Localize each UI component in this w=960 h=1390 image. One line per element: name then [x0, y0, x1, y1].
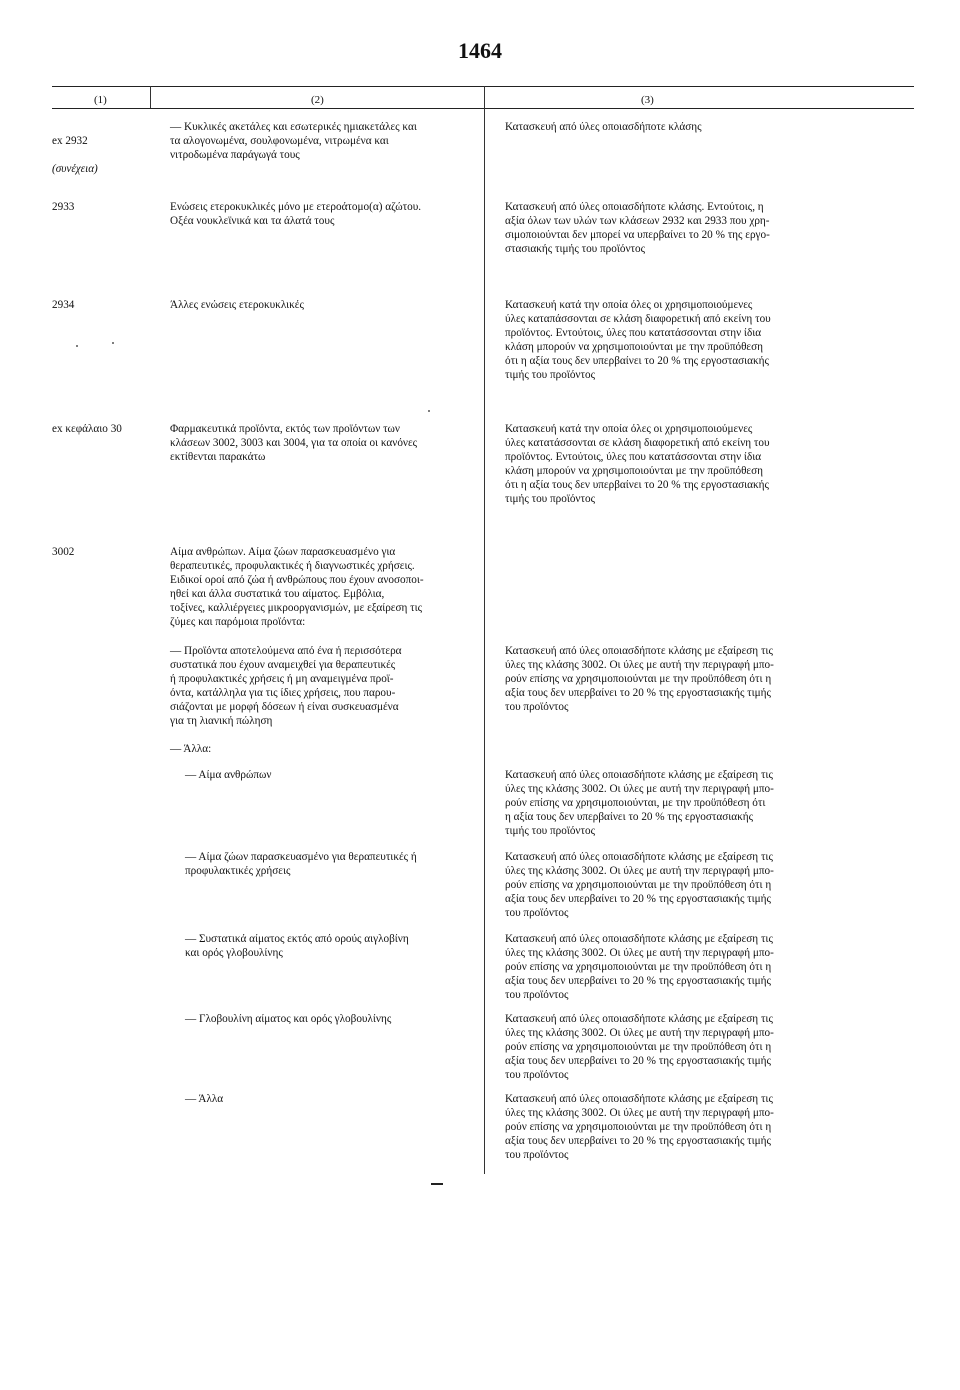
row-code: 2934 [52, 299, 75, 311]
subitem-description: — Γλοβουλίνη αίματος και ορός γλοβουλίνης [185, 1013, 392, 1025]
subitem-description: — Προϊόντα αποτελούμενα από ένα ή περισσότερα συστατικά που έχουν αναμειχθεί για θεραπευτικές ή προφυλακτικές χρήσεις ή μη αναμειγμένα προϊ- όντα, κατάλληλα για τις ίδιες χρήσεις, που παρου- σιάζονται με μορφή δόσεων ή είναι συσκευασμένα για τη λιανική πώληση [170, 645, 402, 727]
row-code-continued: (συνέχεια) [52, 163, 98, 175]
subitem-description: — Άλλα [185, 1093, 224, 1105]
row-description: Ενώσεις ετεροκυκλικές μόνο με ετεροάτομο(α) αζώτου. Οξέα νουκλεϊνικά και τα άλατά τους [170, 201, 422, 227]
column-divider-2 [484, 86, 485, 1174]
row-rule: Κατασκευή κατά την οποία όλες οι χρησιμοποιούμενες ύλες κατατάσσονται σε κλάση διαφορετική από εκείνη του προϊόντος. Εντούτοις, ύλες που κατατάσσονται στην ίδια κλάση μπορούν να χρησιμοποιούνται με την προϋπόθεση ότι η αξία τους δεν υπερβαίνει το 20 % της εργοστασιακής τιμής του προϊόντος [505, 423, 770, 505]
subitem-description: — Αίμα ανθρώπων [185, 769, 272, 781]
row-rule: Κατασκευή κατά την οποία όλες οι χρησιμοποιούμενες ύλες καταπάσσονται σε κλάση διαφορετική από εκείνη του προϊόντος. Εντούτοις, ύλες που κατατάσσονται στην ίδια κλάση μπορούν να χρησιμοποιούνται με την προϋπόθεση ότι η αξία τους δεν υπερβαίνει το 20 % της εργοστασιακής τιμής του προϊόντος [505, 299, 771, 381]
subitem-rule: Κατασκευή από ύλες οποιασδήποτε κλάσης με εξαίρεση τις ύλες της κλάσης 3002. Οι ύλες με αυτή την περιγραφή μπο- ρούν επίσης να χρησιμοποιούνται, με την προϋπόθεση ότι η αξία τους δεν υπερβαίνει το 20 % της εργοστασιακής τιμής του προϊόντος [505, 769, 774, 837]
subitem-rule: Κατασκευή από ύλες οποιασδήποτε κλάσης με εξαίρεση τις ύλες της κλάσης 3002. Οι ύλες με αυτή την περιγραφή μπο- ρούν επίσης να χρησιμοποιούνται με την προϋπόθεση ότι η αξία τους δεν υπερβαίνει το 20 % της εργοστασιακής τιμής του προϊόντος [505, 933, 774, 1001]
row-code: 2933 [52, 201, 75, 213]
column-divider-1 [150, 86, 151, 108]
row-rule: Κατασκευή από ύλες οποιασδήποτε κλάσης. Εντούτοις, η αξία όλων των υλών των κλάσεων 2932 και 2933 που χρη- σιμοποιούνται δεν μπορεί να υπερβαίνει το 20 % της εργο- στασιακής τιμής του προϊόντος [505, 201, 770, 255]
row-description: Φαρμακευτικά προϊόντα, εκτός των προϊόντων των κλάσεων 3002, 3003 και 3004, για τα οποία οι κανόνες εκτίθενται παρακάτω [170, 423, 418, 463]
subitem-rule: Κατασκευή από ύλες οποιασδήποτε κλάσης με εξαίρεση τις ύλες της κλάσης 3002. Οι ύλες με αυτή την περιγραφή μπο- ρούν επίσης να χρησιμοποιούνται με την προϋπόθεση ότι η αξία τους δεν υπερβαίνει το 20 % της εργοστασιακής τιμής του προϊόντος [505, 1093, 774, 1161]
row-rule: Κατασκευή από ύλες οποιασδήποτε κλάσης [505, 121, 702, 133]
row-description: Αίμα ανθρώπων. Αίμα ζώων παρασκευασμένο για θεραπευτικές, προφυλακτικές ή διαγνωστικές χρήσεις. Ειδικοί οροί από ζώα ή ανθρώπους που έχουν ανοσοποι- ηθεί και άλλα συστατικά του αίματος. Εμβόλια, τοξίνες, καλλιέργειες μικροοργανισμών, με εξαίρεση τις ζύμες και παρόμοια προϊόντα: [170, 546, 424, 628]
column-header-1: (1) [94, 94, 107, 106]
row-code: ex κεφάλαιο 30 [52, 423, 122, 435]
table-top-rule [52, 86, 914, 87]
row-code [52, 120, 98, 190]
row-code-number: ex 2932 [52, 135, 88, 147]
scan-speck [112, 342, 114, 344]
subitem-rule: Κατασκευή από ύλες οποιασδήποτε κλάσης με εξαίρεση τις ύλες της κλάσης 3002. Οι ύλες με αυτή την περιγραφή μπο- ρούν επίσης να χρησιμοποιούνται με την προϋπόθεση ότι η αξία τους δεν υπερβαίνει το 20 % της εργοστασιακής τιμής του προϊόντος [505, 1013, 774, 1081]
scan-speck [428, 410, 430, 412]
column-header-2: (2) [311, 94, 324, 106]
column-header-3: (3) [641, 94, 654, 106]
bottom-dash-mark [431, 1183, 443, 1185]
scan-speck [76, 345, 78, 347]
page-number: 1464 [458, 38, 502, 63]
row-description: Άλλες ενώσεις ετεροκυκλικές [170, 299, 304, 311]
subitem-description: — Αίμα ζώων παρασκευασμένο για θεραπευτικές ή προφυλακτικές χρήσεις [185, 851, 417, 877]
header-bottom-rule [52, 108, 914, 109]
row-description: — Κυκλικές ακετάλες και εσωτερικές ημιακετάλες και τα αλογονωμένα, σουλφονωμένα, νιτρωμένα και νιτροδωμένα παράγωγά τους [170, 121, 417, 161]
row-code: 3002 [52, 546, 75, 558]
subitem-rule: Κατασκευή από ύλες οποιασδήποτε κλάσης με εξαίρεση τις ύλες της κλάσης 3002. Οι ύλες με αυτή την περιγραφή μπο- ρούν επίσης να χρησιμοποιούνται με την προϋπόθεση ότι η αξία τους δεν υπερβαίνει το 20 % της εργοστασιακής τιμής του προϊόντος [505, 645, 774, 713]
subitem-description: — Άλλα: [170, 743, 212, 755]
subitem-description: — Συστατικά αίματος εκτός από ορούς αιγλοβίνη και ορός γλοβουλίνης [185, 933, 409, 959]
subitem-rule: Κατασκευή από ύλες οποιασδήποτε κλάσης με εξαίρεση τις ύλες της κλάσης 3002. Οι ύλες με αυτή την περιγραφή μπο- ρούν επίσης να χρησιμοποιούνται με την προϋπόθεση ότι η αξία τους δεν υπερβαίνει το 20 % της εργοστασιακής τιμής του προϊόντος [505, 851, 774, 919]
